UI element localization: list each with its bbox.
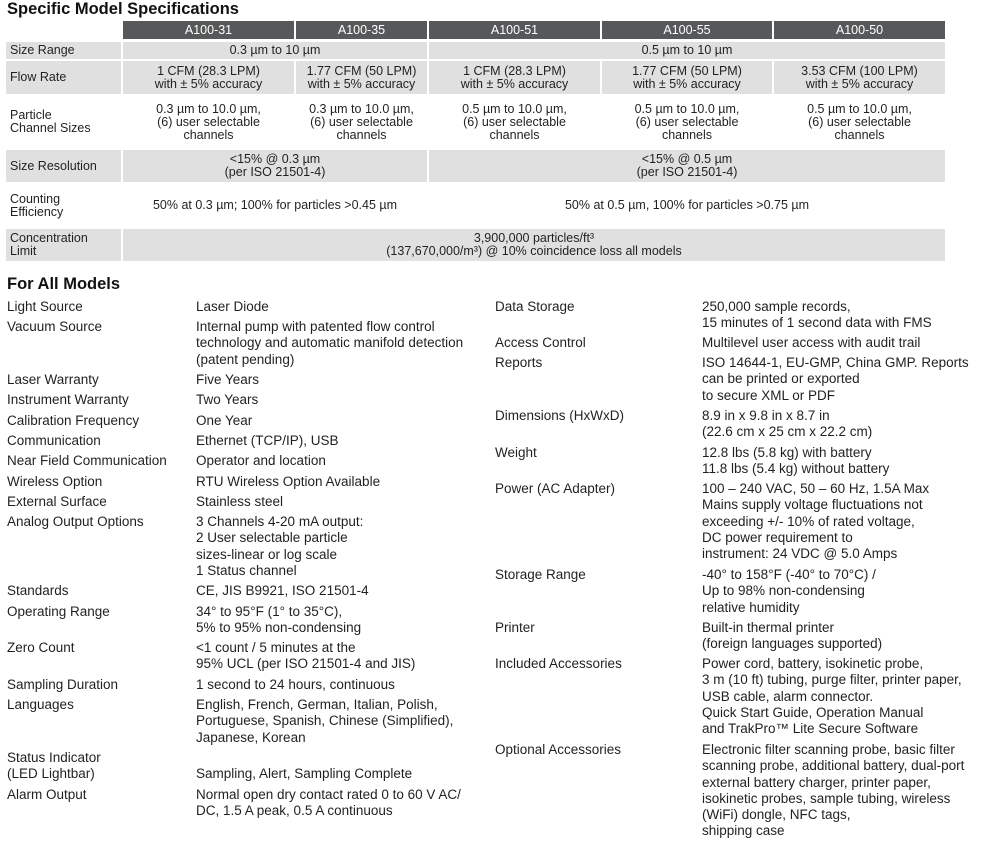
spec-label: Near Field Communication — [7, 453, 167, 468]
spec-cell: 0.5 µm to 10.0 µm, (6) user selectable channels — [807, 101, 912, 142]
spec-label: Vacuum Source — [7, 319, 103, 334]
spec-value: Normal open dry contact rated 0 to 60 V AC/ DC, 1.5 A peak, 0.5 A continuous — [196, 787, 461, 819]
spec-value: 3 Channels 4-20 mA output: 2 User selectable particle sizes-linear or log scale 1 Status channel — [196, 514, 364, 578]
spec-value: Built-in thermal printer (foreign languages supported) — [702, 620, 883, 652]
model-header: A100-55 — [602, 21, 772, 39]
spec-label: Power (AC Adapter) — [495, 481, 616, 496]
spec-label: Analog Output Options — [7, 514, 144, 529]
spec-cell: 50% at 0.3 µm; 100% for particles >0.45 µm — [152, 198, 398, 212]
spec-value: Internal pump with patented flow control technology and automatic manifold detection (patent pending) — [196, 319, 464, 367]
spec-cell: 0.5 µm to 10 µm — [429, 42, 945, 59]
spec-cell: 0.5 µm to 10.0 µm, (6) user selectable channels — [634, 101, 740, 142]
spec-label: Communication — [7, 433, 101, 448]
model-header: A100-51 — [429, 21, 600, 39]
spec-label: Wireless Option — [7, 474, 103, 489]
spec-label: Alarm Output — [7, 787, 87, 802]
spec-label: Dimensions (HxWxD) — [495, 408, 625, 423]
spec-label: Access Control — [495, 335, 586, 350]
spec-value: One Year — [196, 413, 253, 428]
spec-value: Five Years — [196, 372, 260, 387]
spec-value: Sampling, Alert, Sampling Complete — [196, 766, 413, 781]
section-title-all-models: For All Models — [7, 275, 121, 293]
spec-value: -40° to 158°F (-40° to 70°C) / Up to 98% non-condensing relative humidity — [702, 567, 876, 615]
spec-value: Stainless steel — [196, 494, 284, 509]
spec-value: Ethernet (TCP/IP), USB — [196, 433, 339, 448]
model-header: A100-35 — [296, 21, 427, 39]
spec-value: English, French, German, Italian, Polish, Portuguese, Spanish, Chinese (Simplified), Japanese, Korean — [196, 697, 454, 745]
spec-cell: 3,900,000 particles/ft³ (137,670,000/m³) @ 10% coincidence loss all models — [123, 229, 945, 261]
model-header: A100-50 — [774, 21, 945, 39]
section-title-specific: Specific Model Specifications — [7, 0, 239, 18]
spec-value: Power cord, battery, isokinetic probe, 3 m (10 ft) tubing, purge filter, printer paper, USB cable, alarm connector. Quick Start Guide, Operation Manual and TrakPro™ Lite Secure Software — [702, 656, 962, 737]
spec-value: Multilevel user access with audit trail — [702, 335, 921, 350]
spec-label: External Surface — [7, 494, 107, 509]
spec-label: Zero Count — [7, 640, 75, 655]
spec-value: 8.9 in x 9.8 in x 8.7 in (22.6 cm x 25 cm x 22.2 cm) — [702, 408, 873, 440]
spec-value: Laser Diode — [196, 299, 269, 314]
spec-label: Sampling Duration — [7, 677, 119, 692]
spec-label: Weight — [495, 445, 537, 460]
spec-cell: 0.3 µm to 10 µm — [123, 42, 427, 59]
spec-cell: 0.5 µm to 10.0 µm, (6) user selectable channels — [462, 101, 567, 142]
spec-value: RTU Wireless Option Available — [196, 474, 381, 489]
spec-value: 250,000 sample records, 15 minutes of 1 second data with FMS — [702, 299, 932, 331]
spec-cell: 1.77 CFM (50 LPM) with ± 5% accuracy — [602, 61, 772, 94]
spec-value: Electronic filter scanning probe, basic filter scanning probe, additional battery, dual-port external battery charger, printer paper, isokinetic probes, sample tubing, wireless (WiFi) dongle, NFC tags, shipping case — [702, 742, 965, 839]
row-label: Concentration Limit — [6, 229, 121, 261]
spec-label: Standards — [7, 583, 69, 598]
spec-label: Languages — [7, 697, 74, 712]
spec-label: Reports — [495, 355, 543, 370]
spec-label: Optional Accessories — [495, 742, 622, 757]
spec-label: Status Indicator (LED Lightbar) — [7, 750, 101, 782]
row-label: Particle Channel Sizes — [10, 108, 91, 135]
spec-label: Storage Range — [495, 567, 586, 582]
spec-cell: 1 CFM (28.3 LPM) with ± 5% accuracy — [123, 61, 294, 94]
model-header: A100-31 — [123, 21, 294, 39]
spec-label: Included Accessories — [495, 656, 622, 671]
spec-cell: 0.3 µm to 10.0 µm, (6) user selectable channels — [309, 101, 414, 142]
spec-value: 1 second to 24 hours, continuous — [196, 677, 395, 692]
spec-value: Two Years — [196, 392, 259, 407]
spec-value: 12.8 lbs (5.8 kg) with battery 11.8 lbs (5.4 kg) without battery — [702, 445, 890, 477]
spec-label: Printer — [495, 620, 535, 635]
spec-label: Data Storage — [495, 299, 575, 314]
spec-cell: 1.77 CFM (50 LPM) with ± 5% accuracy — [296, 61, 427, 94]
row-label: Size Range — [6, 42, 121, 59]
row-label: Counting Efficiency — [10, 191, 64, 219]
spec-value: Operator and location — [196, 453, 326, 468]
spec-cell: <15% @ 0.5 µm (per ISO 21501-4) — [429, 150, 945, 182]
spec-label: Light Source — [7, 299, 83, 314]
spec-cell: 3.53 CFM (100 LPM) with ± 5% accuracy — [774, 61, 945, 94]
spec-value: <1 count / 5 minutes at the 95% UCL (per ISO 21501-4 and JIS) — [196, 640, 416, 672]
spec-cell: 0.3 µm to 10.0 µm, (6) user selectable channels — [156, 101, 261, 142]
spec-value: 100 – 240 VAC, 50 – 60 Hz, 1.5A Max Mains supply voltage fluctuations not exceeding +/- 10% of rated voltage, DC power requirement to instrument: 24 VDC @ 5.0 Amps — [702, 481, 930, 562]
spec-cell: <15% @ 0.3 µm (per ISO 21501-4) — [123, 150, 427, 182]
spec-value: 34° to 95°F (1° to 35°C), 5% to 95% non-condensing — [196, 604, 362, 636]
spec-label: Laser Warranty — [7, 372, 99, 387]
spec-cell: 1 CFM (28.3 LPM) with ± 5% accuracy — [429, 61, 600, 94]
spec-label: Instrument Warranty — [7, 392, 129, 407]
row-label: Flow Rate — [6, 61, 121, 94]
spec-cell: 50% at 0.5 µm, 100% for particles >0.75 µm — [564, 198, 810, 212]
spec-value: CE, JIS B9921, ISO 21501-4 — [196, 583, 369, 598]
spec-value: ISO 14644-1, EU-GMP, China GMP. Reports can be printed or exported to secure XML or PDF — [702, 355, 969, 403]
row-label: Size Resolution — [6, 150, 121, 182]
spec-label: Operating Range — [7, 604, 110, 619]
spec-label: Calibration Frequency — [7, 413, 140, 428]
